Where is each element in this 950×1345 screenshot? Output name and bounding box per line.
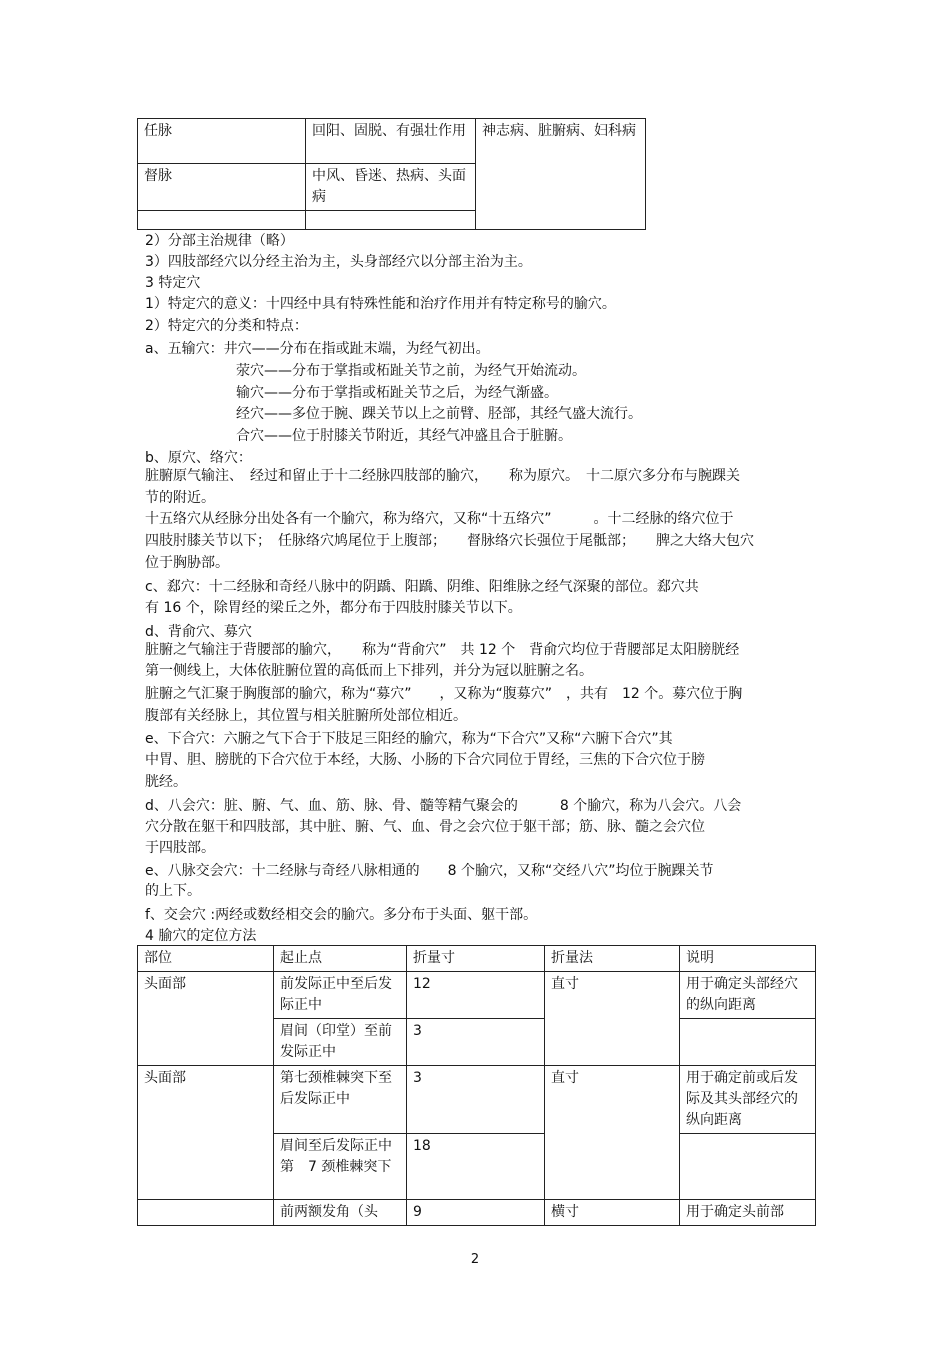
section-heading: 4 腧穴的定位方法	[145, 928, 257, 944]
meridian-table	[137, 118, 646, 230]
table-cell: 任脉	[138, 119, 306, 164]
table-cell	[680, 1134, 816, 1200]
text-line: 3）四肢部经穴以分经主治为主，头身部经穴以分部主治为主。	[145, 254, 532, 270]
text-line: e、下合穴：六腑之气下合于下肢足三阳经的腧穴，称为“下合穴”又称“六腑下合穴”其	[145, 731, 673, 747]
table-cell: 3	[407, 1019, 545, 1066]
table-header: 说明	[680, 946, 816, 972]
table-cell	[680, 1019, 816, 1066]
table-cell: 3	[407, 1066, 545, 1134]
text-line: 2）特定穴的分类和特点：	[145, 318, 308, 334]
text-line: 荥穴——分布于掌指或柘趾关节之前，为经气开始流动。	[236, 363, 586, 379]
table-cell: 中风、昏迷、热病、头面病	[306, 164, 476, 211]
table-cell: 督脉	[138, 164, 306, 211]
table-cell: 用于确定头部经穴的纵向距离	[680, 972, 816, 1019]
table-header: 起止点	[274, 946, 407, 972]
table-cell: 前发际正中至后发际正中	[274, 972, 407, 1019]
text-line: 有 16 个，除胃经的梁丘之外，都分布于四肢肘膝关节以下。	[145, 600, 522, 616]
text-line: d、背俞穴、募穴	[145, 624, 252, 640]
text-line: 脏腑之气汇聚于胸腹部的腧穴，称为“募穴” ，又称为“腹募穴” ，共有 12 个。募穴位于胸	[145, 686, 743, 702]
text-line: b、原穴、络穴：	[145, 450, 252, 466]
text-line: 四肢肘膝关节以下； 任脉络穴鸠尾位于上腹部； 督脉络穴长强位于尾骶部； 脾之大络大包穴	[145, 533, 754, 549]
table-cell: 直寸	[545, 972, 680, 1066]
table-cell: 9	[407, 1200, 545, 1226]
table-cell: 用于确定头前部	[680, 1200, 816, 1226]
text-line: 穴分散在躯干和四肢部，其中脏、腑、气、血、骨之会穴位于躯干部；筋、脉、髓之会穴位	[145, 819, 705, 835]
table-cell: 神志病、脏腑病、妇科病	[476, 119, 646, 230]
table-cell: 12	[407, 972, 545, 1019]
text-line: 2）分部主治规律（略）	[145, 233, 294, 249]
text-line: 于四肢部。	[145, 840, 215, 856]
text-line: 的上下。	[145, 883, 201, 899]
location-method-table	[137, 945, 816, 1226]
text-line: 节的附近。	[145, 490, 215, 506]
table-cell: 直寸	[545, 1066, 680, 1200]
text-line: a、五输穴：井穴——分布在指或趾末端，为经气初出。	[145, 341, 490, 357]
text-line: 第一侧线上，大体依脏腑位置的高低而上下排列，并分为冠以脏腑之名。	[145, 663, 593, 679]
table-cell: 18	[407, 1134, 545, 1200]
table-cell: 头面部	[138, 972, 274, 1066]
table-cell: 用于确定前或后发际及其头部经穴的纵向距离	[680, 1066, 816, 1134]
text-line: 十五络穴从经脉分出处各有一个腧穴，称为络穴，又称“十五络穴” 。十二经脉的络穴位于	[145, 511, 734, 527]
table-cell	[306, 211, 476, 230]
page-number: 2	[470, 1252, 480, 1267]
table-cell: 头面部	[138, 1066, 274, 1200]
text-line: e、八脉交会穴：十二经脉与奇经八脉相通的 8 个腧穴，又称“交经八穴”均位于腕踝关节	[145, 863, 714, 879]
text-line: 输穴——分布于掌指或柘趾关节之后，为经气渐盛。	[236, 385, 558, 401]
table-header: 部位	[138, 946, 274, 972]
text-line: 腹部有关经脉上，其位置与相关脏腑所处部位相近。	[145, 708, 467, 724]
text-line: 1）特定穴的意义：十四经中具有特殊性能和治疗作用并有特定称号的腧穴。	[145, 296, 616, 312]
table-cell: 眉间至后发际正中第 7 颈椎棘突下	[274, 1134, 407, 1200]
table-header: 折量法	[545, 946, 680, 972]
text-line: 中胃、胆、膀胱的下合穴位于本经，大肠、小肠的下合穴同位于胃经，三焦的下合穴位于膀	[145, 752, 705, 768]
text-line: f、交会穴 :两经或数经相交会的腧穴。多分布于头面、躯干部。	[145, 907, 538, 923]
text-line: c、郄穴：十二经脉和奇经八脉中的阴蹻、阳蹻、阴维、阳维脉之经气深聚的部位。郄穴共	[145, 579, 699, 595]
text-line: 脏腑之气输注于背腰部的腧穴， 称为“背俞穴” 共 12 个 背俞穴均位于背腰部足太阳膀胱经	[145, 642, 740, 658]
text-line: 合穴——位于肘膝关节附近，其经气冲盛且合于脏腑。	[236, 428, 572, 444]
table-cell: 前两额发角（头	[274, 1200, 407, 1226]
table-cell: 横寸	[545, 1200, 680, 1226]
text-line: 位于胸胁部。	[145, 555, 229, 571]
table-cell: 回阳、固脱、有强壮作用	[306, 119, 476, 164]
table-cell	[138, 211, 306, 230]
table-cell	[138, 1200, 274, 1226]
text-line: 胱经。	[145, 774, 187, 790]
table-header: 折量寸	[407, 946, 545, 972]
text-line: d、八会穴：脏、腑、气、血、筋、脉、骨、髓等精气聚会的 8 个腧穴，称为八会穴。八会	[145, 798, 742, 814]
table-cell: 眉间（印堂）至前发际正中	[274, 1019, 407, 1066]
table-cell: 第七颈椎棘突下至后发际正中	[274, 1066, 407, 1134]
section-heading: 3 特定穴	[145, 275, 201, 291]
text-line: 脏腑原气输注、 经过和留止于十二经脉四肢部的腧穴， 称为原穴。 十二原穴多分布与腕踝关	[145, 468, 740, 484]
text-line: 经穴——多位于腕、踝关节以上之前臂、胫部，其经气盛大流行。	[236, 406, 642, 422]
